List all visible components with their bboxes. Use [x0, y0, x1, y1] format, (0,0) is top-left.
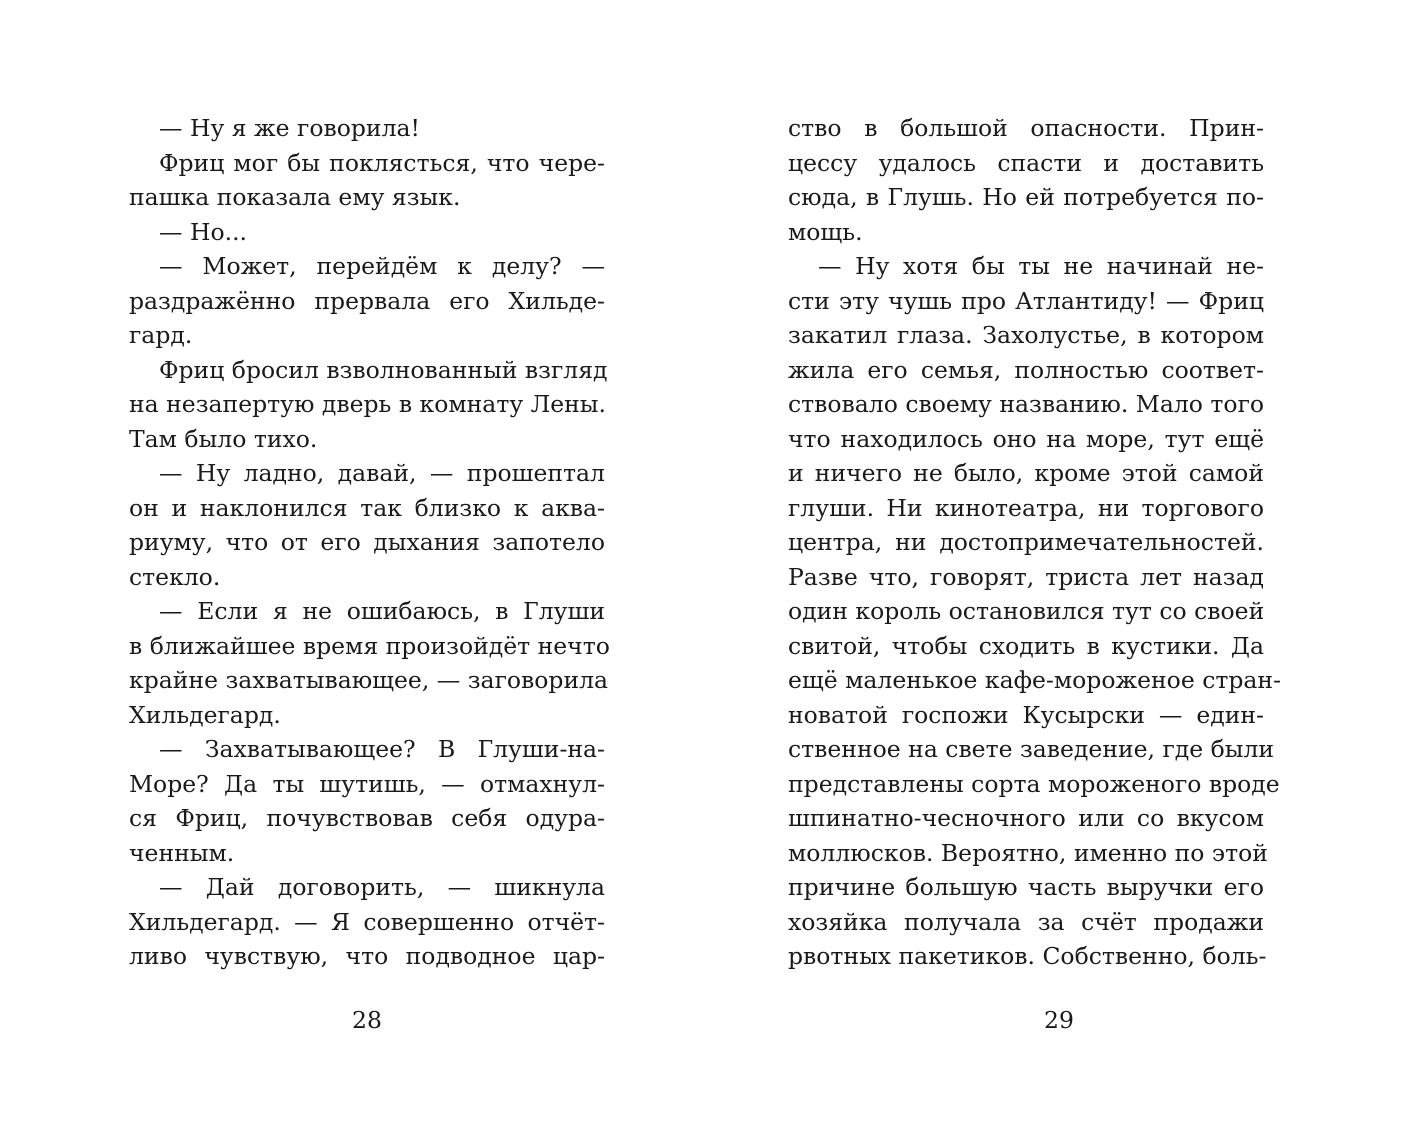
text-line: — Ну хотя бы ты не начинай не- — [818, 252, 1264, 280]
text-line: и ничего не было, кроме этой самой — [788, 459, 1264, 487]
text-line: глуши. Ни кинотеатра, ни торгового — [788, 493, 1264, 522]
text-line: жила его семья, полностью соответ- — [788, 355, 1264, 384]
text-line: свитой, чтобы сходить в кустики. Да — [788, 631, 1264, 660]
text-line: ственное на свете заведение, где были — [788, 735, 1275, 763]
text-line: Хильдегард. — [129, 700, 281, 729]
text-line: Там было тихо. — [129, 424, 318, 453]
text-line: ся Фриц, почувствовав себя одура- — [129, 804, 605, 832]
text-line: сти эту чушь про Атлантиду! — Фриц — [788, 286, 1264, 315]
text-line: — Но... — [159, 217, 248, 246]
page-number-label: 28 — [352, 1006, 382, 1034]
text-line: ливо чувствую, что подводное цар- — [129, 942, 605, 970]
text-line: мощь. — [788, 217, 863, 246]
text-line: ствовало своему названию. Мало того — [788, 390, 1265, 418]
text-line: — Захватывающее? В Глуши-на- — [159, 735, 605, 763]
text-line: крайне захватывающее, — заговорила — [129, 666, 609, 694]
text-line: Фриц бросил взволнованный взгляд — [159, 355, 608, 384]
text-line: Море? Да ты шутишь, — отмахнул- — [129, 769, 605, 798]
text-line: на незапертую дверь в комнату Лены. — [129, 390, 606, 418]
text-line: центра, ни достопримечательностей. — [788, 528, 1264, 556]
right-page-number — [706, 1003, 1412, 1037]
text-line: он и наклонился так близко к аква- — [129, 493, 605, 522]
text-line: — Дай договорить, — шикнула — [159, 873, 605, 901]
text-line: цессу удалось спасти и доставить — [788, 148, 1264, 177]
text-line: представлены сорта мороженого вроде — [788, 769, 1280, 798]
text-line: — Может, перейдём к делу? — — [159, 252, 605, 280]
text-line: Разве что, говорят, триста лет назад — [788, 562, 1264, 591]
right-page — [706, 0, 1412, 1125]
text-line: — Если я не ошибаюсь, в Глуши — [159, 597, 605, 625]
text-line: причине большую часть выручки его — [788, 873, 1264, 901]
page-number-label: 29 — [1044, 1006, 1074, 1034]
text-line: риуму, что от его дыхания запотело — [129, 528, 605, 556]
text-line: ченным. — [129, 838, 235, 867]
text-line: — Ну ладно, давай, — прошептал — [159, 459, 605, 487]
text-line: моллюсков. Вероятно, именно по этой — [788, 838, 1268, 867]
text-line: пашка показала ему язык. — [129, 183, 461, 211]
text-line: раздражённо прервала его Хильде- — [129, 286, 605, 315]
text-line: закатил глаза. Захолустье, в котором — [788, 321, 1264, 349]
left-page-number — [0, 1003, 706, 1037]
left-page-text — [129, 111, 610, 974]
text-line: что находилось оно на море, тут ещё — [788, 424, 1264, 453]
text-line: сюда, в Глушь. Но ей потребуется по- — [788, 183, 1264, 211]
text-line: ство в большой опасности. Прин- — [788, 114, 1264, 142]
text-line: гард. — [129, 321, 193, 349]
text-line: новатой госпожи Кусырски — един- — [788, 700, 1264, 729]
text-line: стекло. — [129, 562, 221, 591]
right-page-text — [788, 111, 1282, 974]
text-line: хозяйка получала за счёт продажи — [788, 907, 1264, 936]
text-line: шпинатно-чесночного или со вкусом — [788, 804, 1264, 832]
text-line: ещё маленькое кафе-мороженое стран- — [788, 666, 1282, 694]
text-line: рвотных пакетиков. Собственно, боль- — [788, 942, 1267, 970]
text-line: — Ну я же говорила! — [159, 114, 420, 142]
text-line: один король остановился тут со своей — [788, 597, 1265, 625]
text-line: Фриц мог бы поклясться, что чере- — [159, 148, 605, 177]
text-line: Хильдегард. — Я совершенно отчёт- — [129, 907, 605, 936]
text-line: в ближайшее время произойдёт нечто — [129, 631, 610, 660]
